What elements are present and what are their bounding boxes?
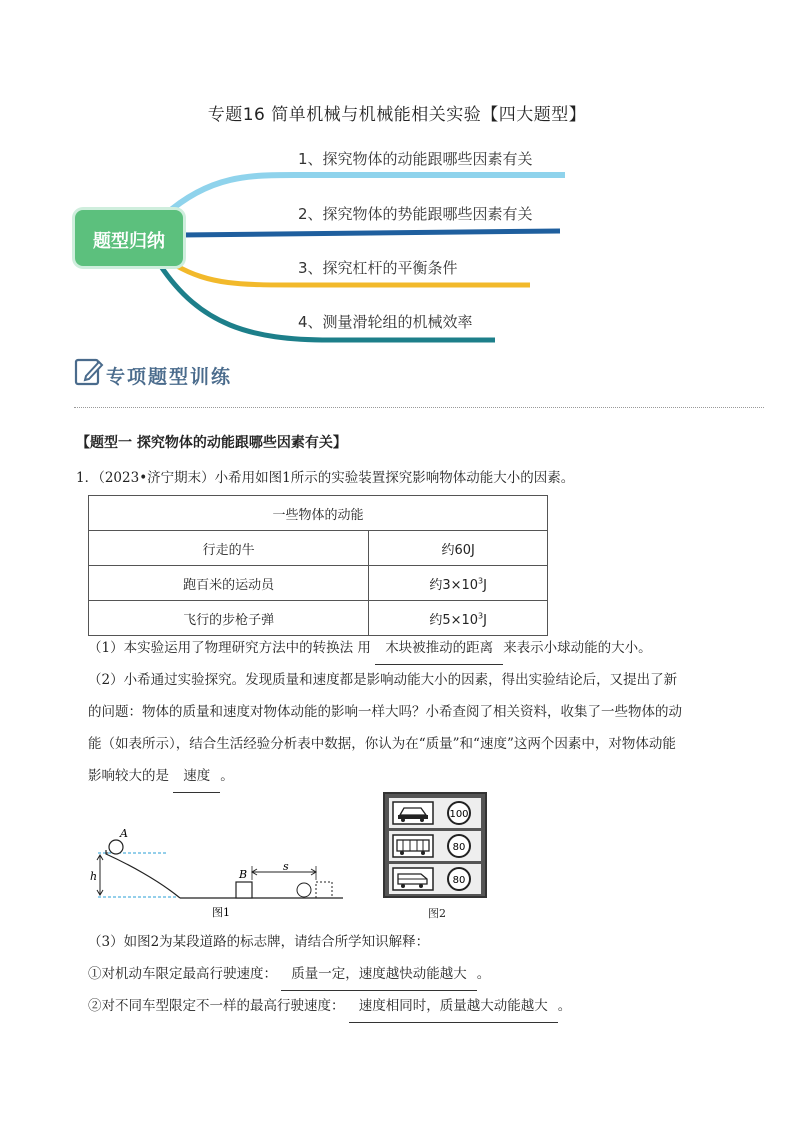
block-b — [236, 882, 252, 898]
answer-blank: 木块被推动的距离 — [375, 632, 503, 665]
table-cell-energy: 约$5\times 10^3J$ — [369, 601, 548, 636]
table-cell-object: 飞行的步枪子弹 — [89, 601, 369, 636]
section-heading — [74, 357, 104, 389]
topic-mindmap — [70, 135, 590, 345]
question-part-3: （3）如图2为某段道路的标志牌，请结合所学知识解释： — [88, 934, 430, 950]
label-a: A — [120, 827, 128, 840]
van-icon — [393, 868, 433, 890]
speed-limit-value: 80 — [452, 875, 466, 886]
question-part-3b: ②对不同车型限定不一样的最高行驶速度： 速度相同时，质量越大动能越大 。 — [88, 990, 688, 1023]
table-cell-object: 跑百米的运动员 — [89, 566, 369, 601]
question-part-1: （1）本实验运用了物理研究方法中的转换法 用 木块被推动的距离 来表示小球动能的大小。 — [88, 632, 708, 665]
car-icon — [393, 802, 433, 824]
table-header: 一些物体的动能 — [89, 496, 548, 531]
figure-2-speed-sign — [383, 792, 487, 898]
answer-blank: 速度 — [173, 760, 220, 793]
figure-1-ramp — [88, 820, 358, 920]
table-cell-object: 行走的牛 — [89, 531, 369, 566]
table-row — [89, 601, 548, 636]
label-h: h — [90, 870, 98, 883]
table-row — [89, 566, 548, 601]
question-part-3a: ①对机动车限定最高行驶速度： 质量一定，速度越快动能越大 。 — [88, 958, 688, 991]
category-item: 4、测量滑轮组的机械效率 — [298, 313, 473, 331]
category-item: 2、探究物体的势能跟哪些因素有关 — [298, 205, 533, 223]
question-intro: 1．（2023•济宁期末）小希用如图1所示的实验装置探究影响物体动能大小的因素。 — [76, 470, 575, 486]
section-title: 专项题型训练 — [106, 366, 233, 388]
speed-limit-value: 80 — [452, 842, 466, 853]
edit-note-icon — [74, 357, 104, 387]
category-item: 3、探究杠杆的平衡条件 — [298, 259, 458, 277]
branch-2 — [180, 231, 560, 235]
answer-blank: 质量一定，速度越快动能越大 — [281, 958, 477, 991]
bus-icon — [393, 835, 433, 857]
figure-1-caption: 图1 — [212, 906, 230, 919]
kinetic-energy-table — [88, 495, 548, 636]
type-heading: 【题型一 探究物体的动能跟哪些因素有关】 — [76, 435, 347, 451]
table-cell-energy: 约60J — [369, 531, 548, 566]
summary-label: 题型归纳 — [93, 231, 165, 252]
ball-a — [109, 840, 123, 854]
label-b: B — [239, 868, 248, 881]
question-part-2: （2）小希通过实验探究。发现质量和速度都是影响动能大小的因素，得出实验结论后，又提出了新的问题：物体的质量和速度对物体动能的影响一样大吗？小希查阅了相关资料，收集了一些物体的动能（如表所示），结合生活经验分析表中数据，你认为在“质量”和“速度”这两个因素中，对物体动能影响较大的是 速度 。 — [88, 664, 688, 793]
label-s: s — [283, 860, 289, 873]
answer-blank: 速度相同时，质量越大动能越大 — [349, 990, 558, 1023]
table-row — [89, 531, 548, 566]
category-item: 1、探究物体的动能跟哪些因素有关 — [298, 150, 533, 168]
table-cell-energy: 约$3\times 10^3J$ — [369, 566, 548, 601]
speed-limit-value: 100 — [449, 809, 469, 820]
page-title: 专题16 简单机械与机械能相关实验【四大题型】 — [207, 105, 587, 125]
sign-graphics — [389, 798, 481, 894]
divider — [74, 407, 764, 408]
figure-2-caption: 图2 — [428, 907, 446, 920]
